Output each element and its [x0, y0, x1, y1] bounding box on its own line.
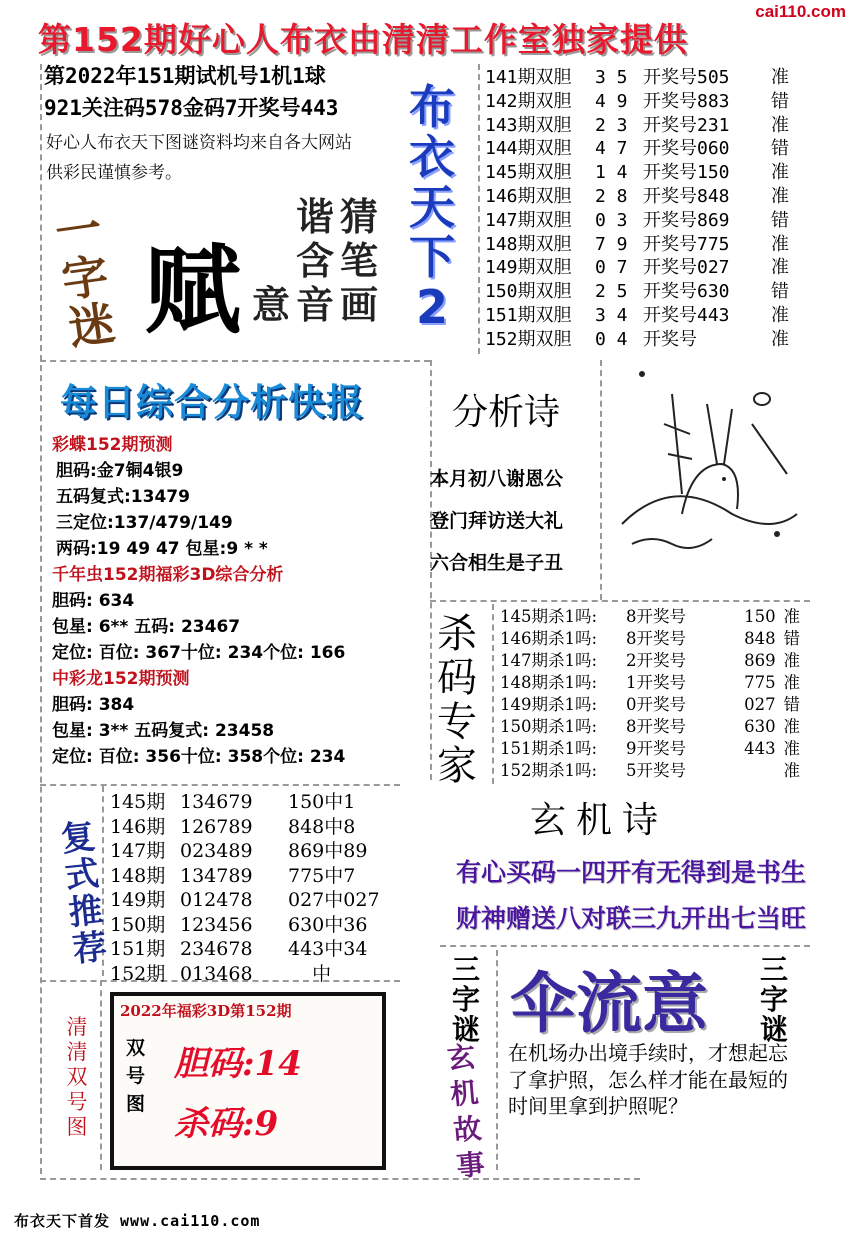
rec-char: 荐: [70, 927, 109, 971]
history-row-nums: 2 5: [595, 281, 628, 303]
double-char: 清: [66, 1040, 88, 1064]
riddle2-char: 字: [759, 983, 788, 1016]
kill-row-result: 错: [783, 695, 800, 714]
rec-row-result: 027中027: [288, 889, 380, 911]
divider-rec: [40, 784, 400, 786]
riddle-hint-char: 音: [295, 283, 334, 327]
xuanji-line: 三九开出七当旺: [631, 904, 807, 933]
riddle-side-char: 迷: [65, 295, 119, 356]
history-row: [485, 256, 815, 280]
brand-char: 2: [415, 280, 448, 334]
history-row: [485, 161, 815, 185]
divider-history: [478, 64, 480, 354]
kill-char: 专: [437, 699, 477, 745]
riddle2-char: 字: [451, 983, 480, 1016]
kill-row-num: 630: [744, 717, 776, 736]
riddle-hint-char: 谐: [295, 195, 334, 239]
rec-row: [110, 815, 400, 840]
kill-row-result: 准: [783, 739, 800, 758]
history-row-nums: 3 5: [595, 67, 628, 88]
history-row-draw: 开奖号150: [643, 162, 730, 184]
rec-row-combo: 013468: [180, 962, 253, 985]
rec-row: [110, 839, 400, 864]
divider-story: [496, 950, 498, 1170]
brand-vertical-title: [402, 82, 462, 332]
kill-list: [500, 606, 800, 782]
history-row-result: 错: [771, 90, 789, 112]
trial-line-1: 第2022年151期试机号1机1球: [44, 64, 326, 88]
rec-row: [110, 962, 400, 987]
history-row-result: 准: [771, 67, 789, 88]
kill-row: [500, 738, 800, 760]
poem-line: 六合相生是子丑: [430, 552, 564, 574]
rec-row: [110, 790, 400, 815]
history-row-issue: 141期双胆: [485, 67, 572, 88]
brand-char: 下: [409, 230, 455, 284]
kill-row-num: 443: [744, 739, 776, 758]
rec-row-issue: 151期: [110, 938, 166, 960]
riddle2-right-label: [752, 955, 796, 1045]
kill-row-issue: 152期杀1吗:: [500, 761, 598, 780]
history-row: [485, 185, 815, 209]
history-row-issue: 145期双胆: [485, 162, 572, 184]
kill-char: 码: [437, 655, 477, 701]
history-row-issue: 150期双胆: [485, 281, 572, 303]
rec-row-result: 848中8: [288, 815, 356, 838]
history-row-draw: 开奖号505: [643, 67, 730, 88]
history-row-issue: 148期双胆: [485, 233, 572, 255]
history-row-nums: 2 8: [595, 185, 628, 207]
double-card-char: 图: [126, 1093, 146, 1115]
riddle-hint: [251, 195, 378, 327]
history-row-nums: 7 9: [595, 233, 628, 255]
kill-row-draw: 8开奖号: [626, 607, 686, 626]
history-row: [485, 137, 815, 161]
rec-row-combo: 123456: [180, 913, 253, 936]
kill-row-num: 869: [744, 651, 776, 670]
history-row-result: 准: [771, 328, 789, 350]
riddle-main-char: 赋: [145, 234, 241, 347]
riddle-side-char: 字: [58, 248, 112, 308]
pred2-line: 定位: 百位: 367十位: 234个位: 166: [52, 643, 346, 663]
riddle-hint-char: 笔: [339, 239, 378, 283]
history-row: [485, 233, 815, 257]
history-row-draw: 开奖号869: [643, 209, 730, 231]
riddle-hint-char: 含: [295, 239, 334, 283]
rec-row-combo: 023489: [180, 840, 253, 862]
history-row-result: 错: [771, 209, 789, 231]
double-char: 清: [66, 1015, 88, 1039]
left-border: [40, 64, 42, 1174]
pred2-line: 包星: 6** 五码: 23467: [52, 617, 241, 637]
kill-row-draw: 2开奖号: [626, 651, 686, 670]
site-logo[interactable]: cai110.com: [755, 2, 846, 21]
xuanji-line: 有无得到是书生: [631, 858, 807, 887]
history-row: [485, 304, 815, 328]
kill-row-issue: 150期杀1吗:: [500, 717, 598, 736]
divider-riddle: [40, 360, 430, 362]
pred1-line: 三定位:137/479/149: [56, 513, 233, 533]
kill-row: [500, 760, 800, 782]
kill-row-result: 准: [783, 673, 800, 692]
trial-line-2: 921关注码578金码7开奖号443: [44, 96, 339, 120]
history-row: [485, 90, 815, 114]
double-card-title: 2022年福彩3D第152期: [120, 1002, 292, 1020]
story-char: 玄: [445, 1040, 477, 1076]
rec-row: [110, 888, 400, 913]
kill-row-issue: 146期杀1吗:: [500, 629, 598, 648]
rec-row-issue: 145期: [110, 791, 166, 813]
rec-char: 复: [59, 816, 98, 860]
history-row-result: 准: [771, 304, 789, 326]
pred1-line: 两码:19 49 47 包星:9 * *: [56, 539, 268, 559]
rabbit-illustration: [612, 364, 802, 554]
divider-poem: [600, 360, 602, 600]
kill-row: [500, 716, 800, 738]
kill-row-issue: 151期杀1吗:: [500, 739, 598, 758]
story-text: 在机场办出境手续时，才想起忘了拿护照，怎么样才能在最短的时间里拿到护照呢？: [508, 1041, 788, 1118]
pred3-title: 中彩龙152期预测: [52, 669, 190, 689]
divider-riddle2: [440, 945, 810, 947]
riddle-hint-char: 意: [251, 283, 290, 327]
rec-row-issue: 146期: [110, 815, 166, 838]
riddle2-char: 三: [759, 953, 788, 986]
recommend-list: [110, 790, 400, 986]
history-row-nums: 0 3: [595, 209, 628, 231]
rec-row-combo: 234678: [180, 938, 253, 960]
disclaimer-line-2: 供彩民谨慎参考。: [46, 163, 182, 183]
riddle2-char: 三: [451, 953, 480, 986]
rec-row-result: 775中7: [288, 864, 356, 887]
riddle2-left-label: [444, 955, 488, 1045]
double-card-char: 号: [126, 1065, 146, 1087]
xuanji-line: 有心买码一四开: [456, 858, 632, 887]
brand-char: 衣: [409, 130, 455, 184]
pred2-title: 千年虫152期福彩3D综合分析: [52, 565, 284, 585]
kill-row-draw: 1开奖号: [626, 673, 686, 692]
story-char: 机: [448, 1075, 480, 1112]
kill-row-draw: 8开奖号: [626, 629, 686, 648]
history-row-result: 准: [771, 257, 789, 279]
history-row-draw: 开奖号443: [643, 304, 730, 326]
kill-row-result: 准: [783, 761, 800, 780]
history-row-nums: 1 4: [595, 162, 628, 184]
rec-row-result: 150中1: [288, 791, 356, 813]
history-row-nums: 2 3: [595, 114, 628, 136]
poem-lines: [430, 458, 563, 584]
divider-poem-bottom: [430, 600, 810, 602]
poem-title: 分析诗: [452, 392, 561, 433]
kill-row-draw: 8开奖号: [626, 717, 686, 736]
history-row-issue: 149期双胆: [485, 257, 572, 279]
double-char: 号: [66, 1090, 88, 1114]
rec-row-result: 443中34: [288, 938, 368, 960]
history-row-result: 错: [771, 281, 789, 303]
history-row: [485, 114, 815, 138]
riddle-hint-char: 猜: [339, 195, 378, 239]
history-row-nums: 3 4: [595, 304, 628, 326]
xuanji-line: 财神赠送八对联: [456, 904, 632, 933]
pred1-line: 胆码:金7铜4银9: [56, 461, 184, 481]
rec-row-issue: 148期: [110, 864, 166, 887]
kill-row-issue: 148期杀1吗:: [500, 673, 598, 692]
double-card-char: 双: [126, 1037, 146, 1059]
history-row-issue: 146期双胆: [485, 185, 572, 207]
divider-kill: [492, 604, 494, 784]
history-row-issue: 147期双胆: [485, 209, 572, 231]
rec-row-result: 630中36: [288, 913, 368, 936]
history-row-issue: 142期双胆: [485, 90, 572, 112]
analysis-banner: 每日综合分析快报: [60, 381, 364, 424]
double-number-vertical: [62, 1015, 92, 1140]
kill-row-num: 027: [744, 695, 776, 714]
history-row-draw: 开奖号060: [643, 138, 730, 160]
history-list: [485, 66, 815, 352]
pred1-line: 五码复式:13479: [56, 487, 190, 507]
kill-row-draw: 5开奖号: [626, 761, 686, 780]
kill-row: [500, 628, 800, 650]
footer: 布衣天下首发 www.cai110.com: [14, 1212, 261, 1230]
history-row: [485, 209, 815, 233]
xuanji-poem: [456, 850, 806, 942]
double-char: 双: [66, 1065, 88, 1089]
rec-row-issue: 149期: [110, 889, 166, 911]
rec-char: 推: [66, 890, 105, 934]
story-char: 故: [452, 1111, 483, 1148]
riddle-hint-char: 画: [339, 283, 378, 327]
rec-row: [110, 864, 400, 889]
kill-row-result: 准: [783, 607, 800, 626]
disclaimer-line-1: 好心人布衣天下图谜资料均来自各大网站: [46, 133, 352, 153]
riddle2-char: 谜: [759, 1013, 788, 1046]
disclaimer: [46, 128, 446, 188]
history-row-nums: 4 9: [595, 90, 628, 112]
brand-char: 布: [409, 80, 455, 134]
rec-row-result: 中: [288, 962, 332, 985]
pred3-line: 胆码: 384: [52, 695, 135, 715]
kill-row-draw: 9开奖号: [626, 739, 686, 758]
history-row: [485, 328, 815, 352]
poem-line: 登门拜访送大礼: [430, 510, 564, 532]
prediction-block: [52, 432, 422, 770]
kill-row-result: 准: [783, 717, 800, 736]
story-char: 事: [455, 1147, 487, 1183]
brand-char: 天: [409, 180, 455, 234]
bottom-border: [40, 1178, 640, 1180]
history-row-nums: 0 7: [595, 257, 628, 279]
history-row: [485, 280, 815, 304]
riddle2-main: 伞流意: [510, 964, 708, 1042]
kill-row-num: [744, 760, 783, 782]
poem-line: 本月初八谢恩公: [430, 468, 564, 490]
rec-row-combo: 126789: [180, 815, 253, 838]
history-row-draw: 开奖号775: [643, 233, 730, 255]
page-title: 第152期好心人布衣由清清工作室独家提供: [38, 20, 688, 59]
trial-info: [44, 60, 404, 124]
history-row-draw: 开奖号630: [643, 281, 730, 303]
history-row-draw: 开奖号: [643, 328, 697, 350]
rec-row: [110, 937, 400, 962]
kill-char: 家: [437, 743, 477, 789]
kill-row: [500, 650, 800, 672]
history-row-draw: 开奖号848: [643, 185, 730, 207]
rec-char: 式: [63, 853, 102, 897]
kill-row: [500, 672, 800, 694]
kill-row-issue: 147期杀1吗:: [500, 651, 598, 670]
kill-row-result: 错: [783, 629, 800, 648]
history-row-result: 错: [771, 138, 789, 160]
pred2-line: 胆码: 634: [52, 591, 135, 611]
history-row-draw: 开奖号231: [643, 114, 730, 136]
history-row-issue: 151期双胆: [485, 304, 572, 326]
rec-row-result: 869中89: [288, 840, 368, 862]
rec-row-combo: 134679: [180, 791, 253, 813]
kill-row-num: 775: [744, 673, 776, 692]
pred1-title: 彩蝶152期预测: [52, 435, 173, 455]
history-row-result: 准: [771, 185, 789, 207]
kill-row-num: 848: [744, 629, 776, 648]
history-row-draw: 开奖号027: [643, 257, 730, 279]
history-row: [485, 66, 815, 90]
history-row-nums: 0 4: [595, 328, 628, 350]
history-row-result: 准: [771, 114, 789, 136]
kill-row: [500, 694, 800, 716]
riddle2-char: 谜: [451, 1013, 480, 1046]
kill-row-issue: 145期杀1吗:: [500, 607, 598, 626]
rec-row-issue: 147期: [110, 840, 166, 862]
rec-row-combo: 134789: [180, 864, 253, 887]
history-row-issue: 143期双胆: [485, 114, 572, 136]
history-row-issue: 152期双胆: [485, 328, 572, 350]
rec-row-issue: 150期: [110, 913, 166, 936]
rec-row-combo: 012478: [180, 889, 253, 911]
history-row-issue: 144期双胆: [485, 138, 572, 160]
history-row-draw: 开奖号883: [643, 90, 730, 112]
xuanji-title: 玄机诗: [530, 800, 669, 841]
double-char: 图: [66, 1115, 88, 1139]
riddle-side-char: 一: [51, 200, 105, 261]
pred3-line: 定位: 百位: 356十位: 358个位: 234: [52, 747, 346, 767]
history-row-nums: 4 7: [595, 138, 628, 160]
kill-char: 杀: [437, 611, 477, 657]
kill-row-draw: 0开奖号: [626, 695, 686, 714]
double-card-side: [126, 1034, 156, 1118]
rec-row-issue: 152期: [110, 962, 166, 985]
history-row-result: 准: [771, 162, 789, 184]
history-row-result: 准: [771, 233, 789, 255]
double-number-card: [110, 992, 386, 1170]
pred3-line: 包星: 3** 五码复式: 23458: [52, 721, 275, 741]
rec-row: [110, 913, 400, 938]
kill-row-num: 150: [744, 607, 776, 626]
kill-row-result: 准: [783, 651, 800, 670]
double-card-dan: 胆码:14: [174, 1044, 302, 1084]
story-vertical: [438, 1038, 494, 1185]
riddle-side-label: [51, 200, 131, 356]
divider-double-vertical: [100, 980, 102, 1170]
kill-row-issue: 149期杀1吗:: [500, 695, 598, 714]
kill-expert-vertical: [430, 612, 484, 788]
kill-row: [500, 606, 800, 628]
double-card-sha: 杀码:9: [174, 1104, 279, 1144]
